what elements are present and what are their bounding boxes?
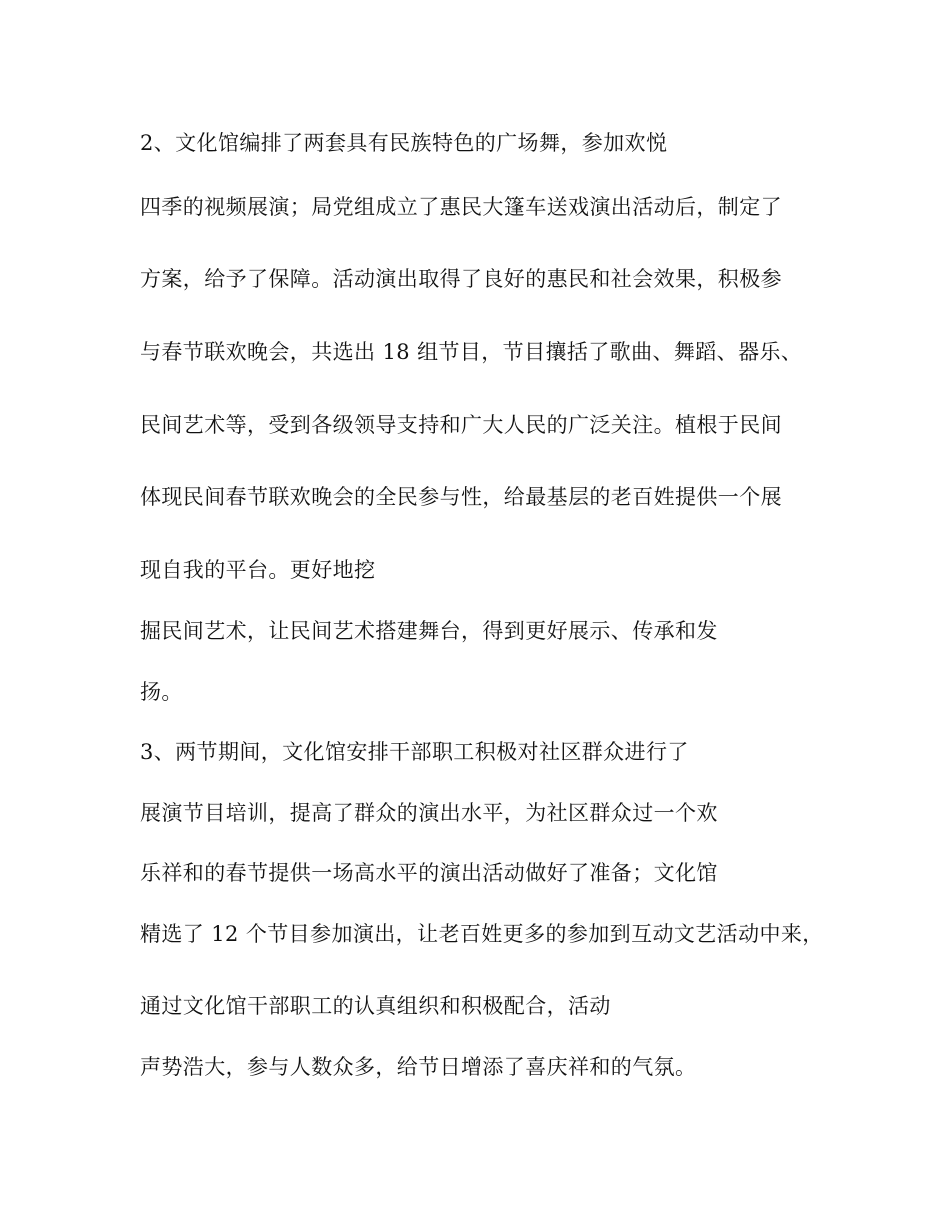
paragraph-line-12: 乐祥和的春节提供一场高水平的演出活动做好了准备；文化馆 [140,861,718,885]
paragraph-line-6: 体现民间春节联欢晚会的全民参与性，给最基层的老百姓提供一个展 [140,485,782,509]
paragraph-line-9: 扬。 [140,680,183,704]
paragraph-line-14: 通过文化馆干部职工的认真组织和积极配合，活动 [140,994,611,1018]
paragraph-line-15: 声势浩大，参与人数众多，给节日增添了喜庆祥和的气氛。 [140,1055,697,1079]
paragraph-line-1: 2、文化馆编排了两套具有民族特色的广场舞，参加欢悦 [140,131,668,155]
paragraph-line-2: 四季的视频展演；局党组成立了惠民大篷车送戏演出活动后，制定了 [140,195,782,219]
paragraph-line-4: 与春节联欢晚会，共选出 18 组节目，节目攘括了歌曲、舞蹈、器乐、 [140,340,803,364]
paragraph-line-7: 现自我的平台。更好地挖 [140,558,376,582]
paragraph-line-10: 3、两节期间，文化馆安排干部职工积极对社区群众进行了 [140,740,689,764]
paragraph-line-8: 掘民间艺术，让民间艺术搭建舞台，得到更好展示、传承和发 [140,619,718,643]
paragraph-line-5: 民间艺术等，受到各级领导支持和广大人民的广泛关注。植根于民间 [140,413,782,437]
paragraph-line-11: 展演节目培训，提高了群众的演出水平，为社区群众过一个欢 [140,801,718,825]
paragraph-line-3: 方案，给予了保障。活动演出取得了良好的惠民和社会效果，积极参 [140,267,782,291]
paragraph-line-13: 精选了 12 个节目参加演出，让老百姓更多的参加到互动文艺活动中来， [140,922,824,946]
